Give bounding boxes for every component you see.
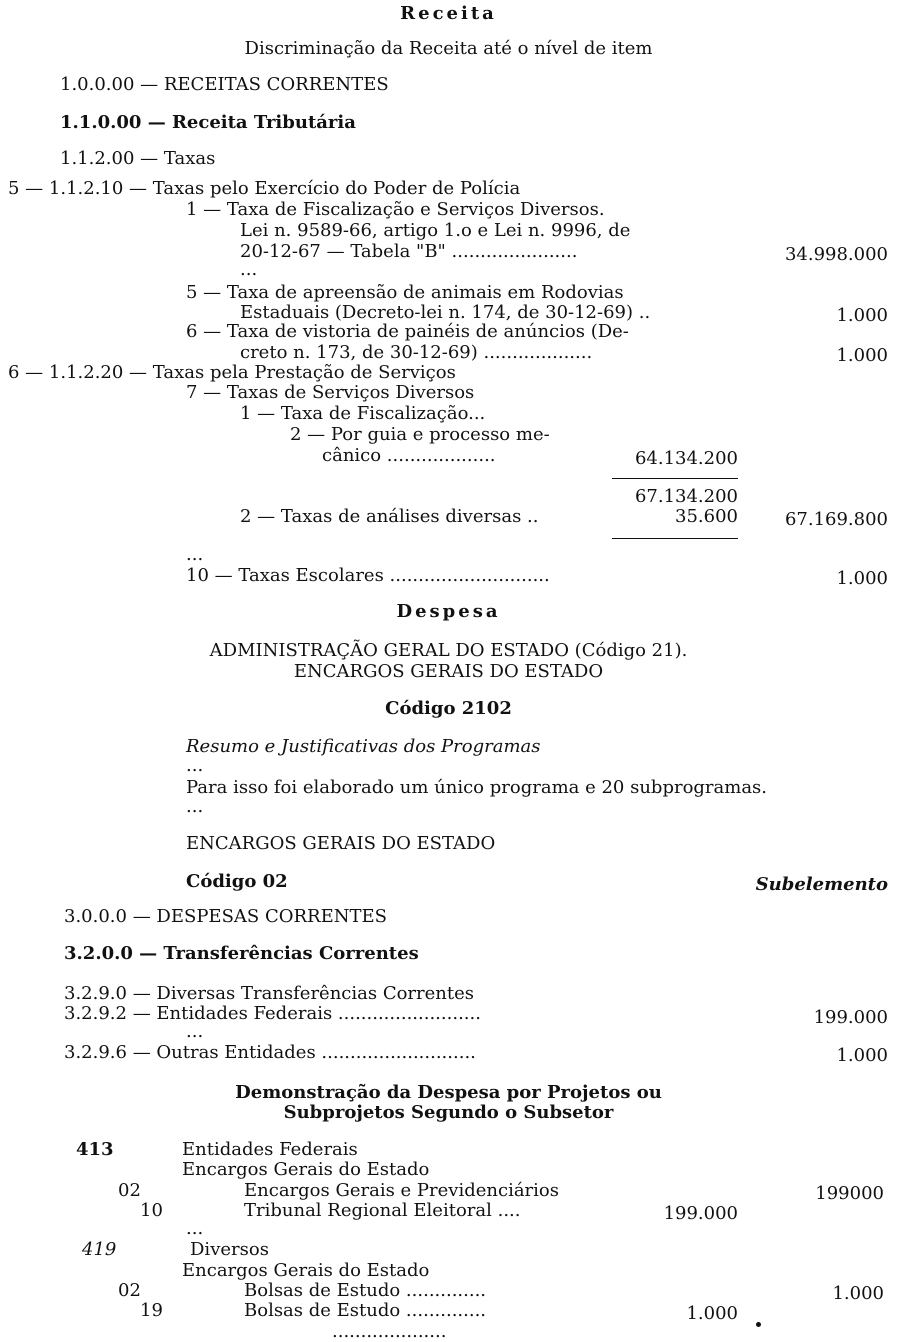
- receita-title: Receita: [400, 3, 497, 24]
- ellipsis: ...: [186, 1218, 204, 1239]
- demonstracao-line2: Subprojetos Segundo o Subsetor: [283, 1102, 614, 1123]
- subtotal-rule: [612, 478, 738, 479]
- encargos-previdenciarios-value: 199000: [815, 1183, 884, 1204]
- bolsas-estudo-2-value: 1.000: [686, 1303, 738, 1324]
- code-02: 02: [118, 1180, 141, 1201]
- item-10: 10 — Taxas Escolares ............................: [186, 565, 550, 586]
- item-5-line2: Estaduais (Decreto-lei n. 174, de 30-12-69) ..: [240, 302, 651, 323]
- item-6-line1: 6 — Taxa de vistoria de painéis de anúncios (De-: [186, 321, 629, 342]
- diversas-transferencias: 3.2.9.0 — Diversas Transferências Correntes: [64, 983, 475, 1004]
- code-02: 02: [118, 1280, 141, 1301]
- entidades-federais-heading: Entidades Federais: [182, 1139, 358, 1160]
- outras-entidades-value: 1.000: [836, 1045, 888, 1066]
- item-7-1: 1 — Taxa de Fiscalização...: [240, 403, 486, 424]
- entidades-federais-line: 3.2.9.2 — Entidades Federais .........................: [64, 1003, 481, 1024]
- transferencias-correntes: 3.2.0.0 — Transferências Correntes: [64, 943, 419, 964]
- demonstracao-line1: Demonstração da Despesa por Projetos ou: [235, 1082, 662, 1103]
- diversos-heading: Diversos: [190, 1239, 269, 1260]
- encargos-heading: ENCARGOS GERAIS DO ESTADO: [186, 833, 496, 854]
- codigo-02: Código 02: [186, 871, 288, 892]
- total-rule: [612, 538, 738, 539]
- item-6-value: 1.000: [836, 345, 888, 366]
- item-1-line3: 20-12-67 — Tabela "B" ......................: [240, 241, 578, 262]
- ellipsis: ...: [186, 1021, 204, 1042]
- paragraph-programa: Para isso foi elaborado um único programa e 20 subprogramas.: [186, 777, 768, 798]
- code-10: 10: [140, 1200, 163, 1221]
- entidades-federais-value: 199.000: [813, 1007, 888, 1028]
- ellipsis: ...: [240, 259, 258, 280]
- ellipsis: ...: [186, 755, 204, 776]
- resumo-heading: Resumo e Justificativas dos Programas: [186, 736, 541, 757]
- admin-line2: ENCARGOS GERAIS DO ESTADO: [293, 661, 604, 682]
- item-5-line1: 5 — Taxa de apreensão de animais em Rodovias: [186, 282, 624, 303]
- item-7: 7 — Taxas de Serviços Diversos: [186, 382, 475, 403]
- heading-taxas-prestacao-servicos: 6 — 1.1.2.20 — Taxas pela Prestação de Serviços: [8, 362, 456, 383]
- despesas-correntes: 3.0.0.0 — DESPESAS CORRENTES: [64, 906, 387, 927]
- heading-taxas: 1.1.2.00 — Taxas: [60, 148, 216, 169]
- bolsas-estudo-1-value: 1.000: [832, 1283, 884, 1304]
- subtotal-value: 67.134.200: [634, 486, 738, 507]
- bolsas-estudo-1: Bolsas de Estudo ..............: [244, 1280, 487, 1301]
- trailing-dots: ....................: [332, 1321, 447, 1342]
- ink-dot: [756, 1322, 761, 1327]
- item-7-total: 67.169.800: [784, 509, 888, 530]
- item-1-line2: Lei n. 9589-66, artigo 1.o e Lei n. 9996, de: [240, 220, 631, 241]
- heading-receita-tributaria: 1.1.0.00 — Receita Tributária: [60, 112, 356, 133]
- item-7-1-2-line2: cânico ...................: [322, 445, 496, 466]
- encargos-gerais-1: Encargos Gerais do Estado: [182, 1159, 430, 1180]
- admin-line1: ADMINISTRAÇÃO GERAL DO ESTADO (Código 21).: [209, 640, 688, 661]
- bolsas-estudo-2: Bolsas de Estudo ..............: [244, 1300, 487, 1321]
- despesa-title: Despesa: [396, 601, 501, 622]
- codigo-2102: Código 2102: [385, 698, 512, 719]
- item-10-value: 1.000: [836, 568, 888, 589]
- encargos-previdenciarios: Encargos Gerais e Previdenciários: [244, 1180, 559, 1201]
- encargos-gerais-2: Encargos Gerais do Estado: [182, 1260, 430, 1281]
- ellipsis: ...: [186, 544, 204, 565]
- tribunal-regional-value: 199.000: [663, 1203, 738, 1224]
- item-7-1-2-line1: 2 — Por guia e processo me-: [290, 424, 550, 445]
- code-413: 413: [76, 1139, 114, 1160]
- item-6-line2: creto n. 173, de 30-12-69) ...................: [240, 342, 593, 363]
- heading-taxas-poder-policia: 5 — 1.1.2.10 — Taxas pelo Exercício do Poder de Polícia: [8, 178, 521, 199]
- item-7-2-value: 35.600: [675, 506, 738, 527]
- tribunal-regional: Tribunal Regional Eleitoral ....: [244, 1200, 521, 1221]
- code-19: 19: [140, 1300, 163, 1321]
- ellipsis: ...: [186, 796, 204, 817]
- item-1-value: 34.998.000: [784, 244, 888, 265]
- subelemento-label: Subelemento: [755, 874, 888, 895]
- outras-entidades-line: 3.2.9.6 — Outras Entidades ...........................: [64, 1042, 476, 1063]
- code-419: 419: [82, 1239, 117, 1260]
- item-7-2: 2 — Taxas de análises diversas ..: [240, 506, 539, 527]
- item-5-value: 1.000: [836, 305, 888, 326]
- heading-receitas-correntes: 1.0.0.00 — RECEITAS CORRENTES: [60, 74, 389, 95]
- item-1-line1: 1 — Taxa de Fiscalização e Serviços Diversos.: [186, 199, 605, 220]
- receita-subtitle: Discriminação da Receita até o nível de item: [244, 38, 653, 59]
- item-7-1-2-value: 64.134.200: [634, 448, 738, 469]
